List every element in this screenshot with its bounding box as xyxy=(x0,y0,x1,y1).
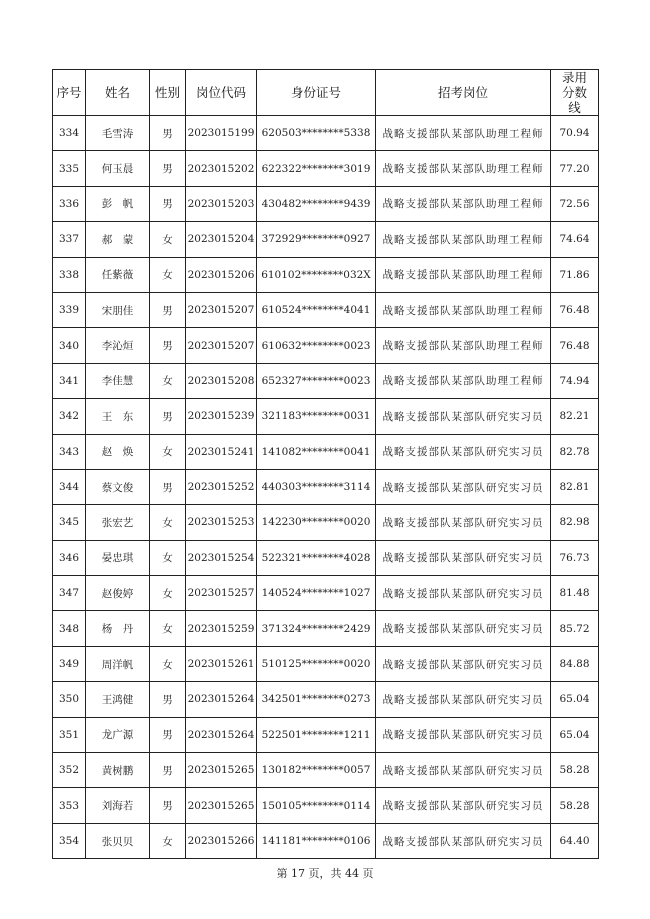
cell-gender: 女 xyxy=(150,434,186,469)
cell-score: 72.56 xyxy=(551,186,599,221)
table-row xyxy=(53,788,599,823)
cell-gender: 女 xyxy=(150,540,186,575)
cell-code: 2023015239 xyxy=(186,399,257,434)
cell-score: 82.21 xyxy=(551,399,599,434)
cell-id: 610524********4041 xyxy=(257,292,376,327)
cell-gender: 女 xyxy=(150,576,186,611)
cell-name: 刘海若 xyxy=(86,788,150,823)
cell-no: 343 xyxy=(53,434,86,469)
cell-position: 战略支援部队某部队研究实习员 xyxy=(376,469,551,504)
cell-code: 2023015204 xyxy=(186,222,257,257)
cell-id: 610102********032X xyxy=(257,257,376,292)
header-code: 岗位代码 xyxy=(186,70,257,116)
cell-no: 344 xyxy=(53,469,86,504)
cell-code: 2023015266 xyxy=(186,823,257,858)
cell-id: 430482********9439 xyxy=(257,186,376,221)
cell-name: 蔡文俊 xyxy=(86,469,150,504)
cell-id: 371324********2429 xyxy=(257,611,376,646)
cell-gender: 男 xyxy=(150,717,186,752)
cell-position: 战略支援部队某部队研究实习员 xyxy=(376,717,551,752)
cell-code: 2023015264 xyxy=(186,682,257,717)
cell-code: 2023015203 xyxy=(186,186,257,221)
cell-no: 339 xyxy=(53,292,86,327)
table-header-row xyxy=(53,70,599,116)
cell-gender: 男 xyxy=(150,151,186,186)
cell-code: 2023015253 xyxy=(186,505,257,540)
cell-position: 战略支援部队某部队研究实习员 xyxy=(376,646,551,681)
cell-gender: 女 xyxy=(150,646,186,681)
cell-no: 340 xyxy=(53,328,86,363)
cell-no: 334 xyxy=(53,116,86,151)
table-row xyxy=(53,753,599,788)
cell-score: 65.04 xyxy=(551,682,599,717)
cell-name: 杨 丹 xyxy=(86,611,150,646)
header-score-label: 录用分数线 xyxy=(561,70,587,115)
cell-position: 战略支援部队某部队研究实习员 xyxy=(376,611,551,646)
cell-no: 341 xyxy=(53,363,86,398)
cell-id: 140524********1027 xyxy=(257,576,376,611)
cell-position: 战略支援部队某部队研究实习员 xyxy=(376,399,551,434)
cell-name: 晏忠琪 xyxy=(86,540,150,575)
cell-name: 张贝贝 xyxy=(86,823,150,858)
cell-position: 战略支援部队某部队助理工程师 xyxy=(376,363,551,398)
table-row xyxy=(53,576,599,611)
cell-id: 522501********1211 xyxy=(257,717,376,752)
cell-name: 王鸿健 xyxy=(86,682,150,717)
cell-name: 彭 帆 xyxy=(86,186,150,221)
cell-score: 71.86 xyxy=(551,257,599,292)
cell-position: 战略支援部队某部队助理工程师 xyxy=(376,186,551,221)
cell-no: 342 xyxy=(53,399,86,434)
cell-code: 2023015252 xyxy=(186,469,257,504)
cell-no: 338 xyxy=(53,257,86,292)
cell-id: 622322********3019 xyxy=(257,151,376,186)
cell-no: 346 xyxy=(53,540,86,575)
cell-code: 2023015257 xyxy=(186,576,257,611)
table-row xyxy=(53,434,599,469)
cell-position: 战略支援部队某部队研究实习员 xyxy=(376,576,551,611)
cell-gender: 男 xyxy=(150,116,186,151)
header-no: 序号 xyxy=(53,70,86,116)
cell-gender: 女 xyxy=(150,222,186,257)
cell-code: 2023015261 xyxy=(186,646,257,681)
table-row xyxy=(53,611,599,646)
header-id: 身份证号 xyxy=(257,70,376,116)
cell-no: 348 xyxy=(53,611,86,646)
cell-score: 81.48 xyxy=(551,576,599,611)
cell-score: 64.40 xyxy=(551,823,599,858)
cell-position: 战略支援部队某部队助理工程师 xyxy=(376,222,551,257)
table-row xyxy=(53,505,599,540)
cell-name: 黄树鹏 xyxy=(86,753,150,788)
cell-code: 2023015259 xyxy=(186,611,257,646)
table-row xyxy=(53,222,599,257)
cell-no: 337 xyxy=(53,222,86,257)
cell-gender: 女 xyxy=(150,611,186,646)
cell-name: 郝 蒙 xyxy=(86,222,150,257)
table-row xyxy=(53,823,599,858)
cell-gender: 女 xyxy=(150,257,186,292)
cell-name: 赵 焕 xyxy=(86,434,150,469)
cell-score: 82.78 xyxy=(551,434,599,469)
table-row xyxy=(53,328,599,363)
cell-name: 任紫薇 xyxy=(86,257,150,292)
table-row xyxy=(53,646,599,681)
cell-position: 战略支援部队某部队助理工程师 xyxy=(376,328,551,363)
cell-code: 2023015265 xyxy=(186,753,257,788)
cell-id: 342501********0273 xyxy=(257,682,376,717)
cell-name: 宋朋佳 xyxy=(86,292,150,327)
cell-name: 王 东 xyxy=(86,399,150,434)
cell-position: 战略支援部队某部队研究实习员 xyxy=(376,505,551,540)
cell-id: 610632********0023 xyxy=(257,328,376,363)
cell-gender: 男 xyxy=(150,399,186,434)
cell-name: 何玉晨 xyxy=(86,151,150,186)
cell-score: 58.28 xyxy=(551,753,599,788)
cell-code: 2023015208 xyxy=(186,363,257,398)
cell-id: 150105********0114 xyxy=(257,788,376,823)
cell-no: 336 xyxy=(53,186,86,221)
cell-position: 战略支援部队某部队研究实习员 xyxy=(376,823,551,858)
cell-gender: 男 xyxy=(150,753,186,788)
cell-gender: 女 xyxy=(150,505,186,540)
table-row xyxy=(53,257,599,292)
cell-position: 战略支援部队某部队研究实习员 xyxy=(376,753,551,788)
cell-position: 战略支援部队某部队助理工程师 xyxy=(376,116,551,151)
cell-code: 2023015254 xyxy=(186,540,257,575)
cell-name: 毛雪涛 xyxy=(86,116,150,151)
cell-code: 2023015207 xyxy=(186,292,257,327)
cell-gender: 男 xyxy=(150,186,186,221)
cell-id: 142230********0020 xyxy=(257,505,376,540)
cell-no: 350 xyxy=(53,682,86,717)
results-table-container xyxy=(52,69,598,859)
cell-position: 战略支援部队某部队助理工程师 xyxy=(376,292,551,327)
cell-position: 战略支援部队某部队研究实习员 xyxy=(376,434,551,469)
cell-id: 510125********0020 xyxy=(257,646,376,681)
cell-code: 2023015207 xyxy=(186,328,257,363)
cell-position: 战略支援部队某部队研究实习员 xyxy=(376,788,551,823)
cell-no: 354 xyxy=(53,823,86,858)
table-row xyxy=(53,151,599,186)
cell-gender: 女 xyxy=(150,363,186,398)
cell-id: 372929********0927 xyxy=(257,222,376,257)
cell-code: 2023015199 xyxy=(186,116,257,151)
cell-score: 82.98 xyxy=(551,505,599,540)
header-gender: 性别 xyxy=(150,70,186,116)
cell-score: 76.48 xyxy=(551,328,599,363)
cell-score: 76.73 xyxy=(551,540,599,575)
cell-id: 141181********0106 xyxy=(257,823,376,858)
cell-gender: 男 xyxy=(150,469,186,504)
cell-no: 353 xyxy=(53,788,86,823)
cell-score: 70.94 xyxy=(551,116,599,151)
cell-score: 74.64 xyxy=(551,222,599,257)
cell-code: 2023015206 xyxy=(186,257,257,292)
table-row xyxy=(53,469,599,504)
cell-position: 战略支援部队某部队助理工程师 xyxy=(376,257,551,292)
cell-name: 龙广源 xyxy=(86,717,150,752)
cell-name: 周洋帆 xyxy=(86,646,150,681)
cell-gender: 男 xyxy=(150,292,186,327)
table-row xyxy=(53,116,599,151)
cell-id: 141082********0041 xyxy=(257,434,376,469)
page-footer: 第 17 页，共 44 页 xyxy=(276,867,374,880)
cell-position: 战略支援部队某部队研究实习员 xyxy=(376,540,551,575)
cell-no: 347 xyxy=(53,576,86,611)
cell-id: 130182********0057 xyxy=(257,753,376,788)
table-row xyxy=(53,292,599,327)
cell-score: 58.28 xyxy=(551,788,599,823)
table-body xyxy=(53,116,599,859)
cell-score: 74.94 xyxy=(551,363,599,398)
cell-position: 战略支援部队某部队助理工程师 xyxy=(376,151,551,186)
cell-name: 李沁烜 xyxy=(86,328,150,363)
cell-no: 349 xyxy=(53,646,86,681)
cell-code: 2023015264 xyxy=(186,717,257,752)
cell-gender: 男 xyxy=(150,788,186,823)
cell-name: 李佳慧 xyxy=(86,363,150,398)
table-row xyxy=(53,540,599,575)
cell-no: 352 xyxy=(53,753,86,788)
cell-name: 赵俊婷 xyxy=(86,576,150,611)
cell-score: 82.81 xyxy=(551,469,599,504)
cell-score: 76.48 xyxy=(551,292,599,327)
cell-code: 2023015241 xyxy=(186,434,257,469)
table-row xyxy=(53,363,599,398)
cell-position: 战略支援部队某部队研究实习员 xyxy=(376,682,551,717)
cell-score: 77.20 xyxy=(551,151,599,186)
cell-id: 620503********5338 xyxy=(257,116,376,151)
results-table xyxy=(52,69,599,859)
cell-score: 84.88 xyxy=(551,646,599,681)
cell-id: 652327********0023 xyxy=(257,363,376,398)
header-score xyxy=(551,70,599,116)
table-row xyxy=(53,682,599,717)
table-row xyxy=(53,186,599,221)
header-name: 姓名 xyxy=(86,70,150,116)
cell-gender: 男 xyxy=(150,328,186,363)
cell-id: 522321********4028 xyxy=(257,540,376,575)
cell-id: 321183********0031 xyxy=(257,399,376,434)
cell-id: 440303********3114 xyxy=(257,469,376,504)
cell-gender: 女 xyxy=(150,823,186,858)
cell-name: 张宏艺 xyxy=(86,505,150,540)
cell-code: 2023015265 xyxy=(186,788,257,823)
cell-no: 345 xyxy=(53,505,86,540)
header-position: 招考岗位 xyxy=(376,70,551,116)
cell-gender: 男 xyxy=(150,682,186,717)
table-row xyxy=(53,717,599,752)
cell-code: 2023015202 xyxy=(186,151,257,186)
table-row xyxy=(53,399,599,434)
cell-score: 65.04 xyxy=(551,717,599,752)
cell-no: 351 xyxy=(53,717,86,752)
cell-score: 85.72 xyxy=(551,611,599,646)
cell-no: 335 xyxy=(53,151,86,186)
